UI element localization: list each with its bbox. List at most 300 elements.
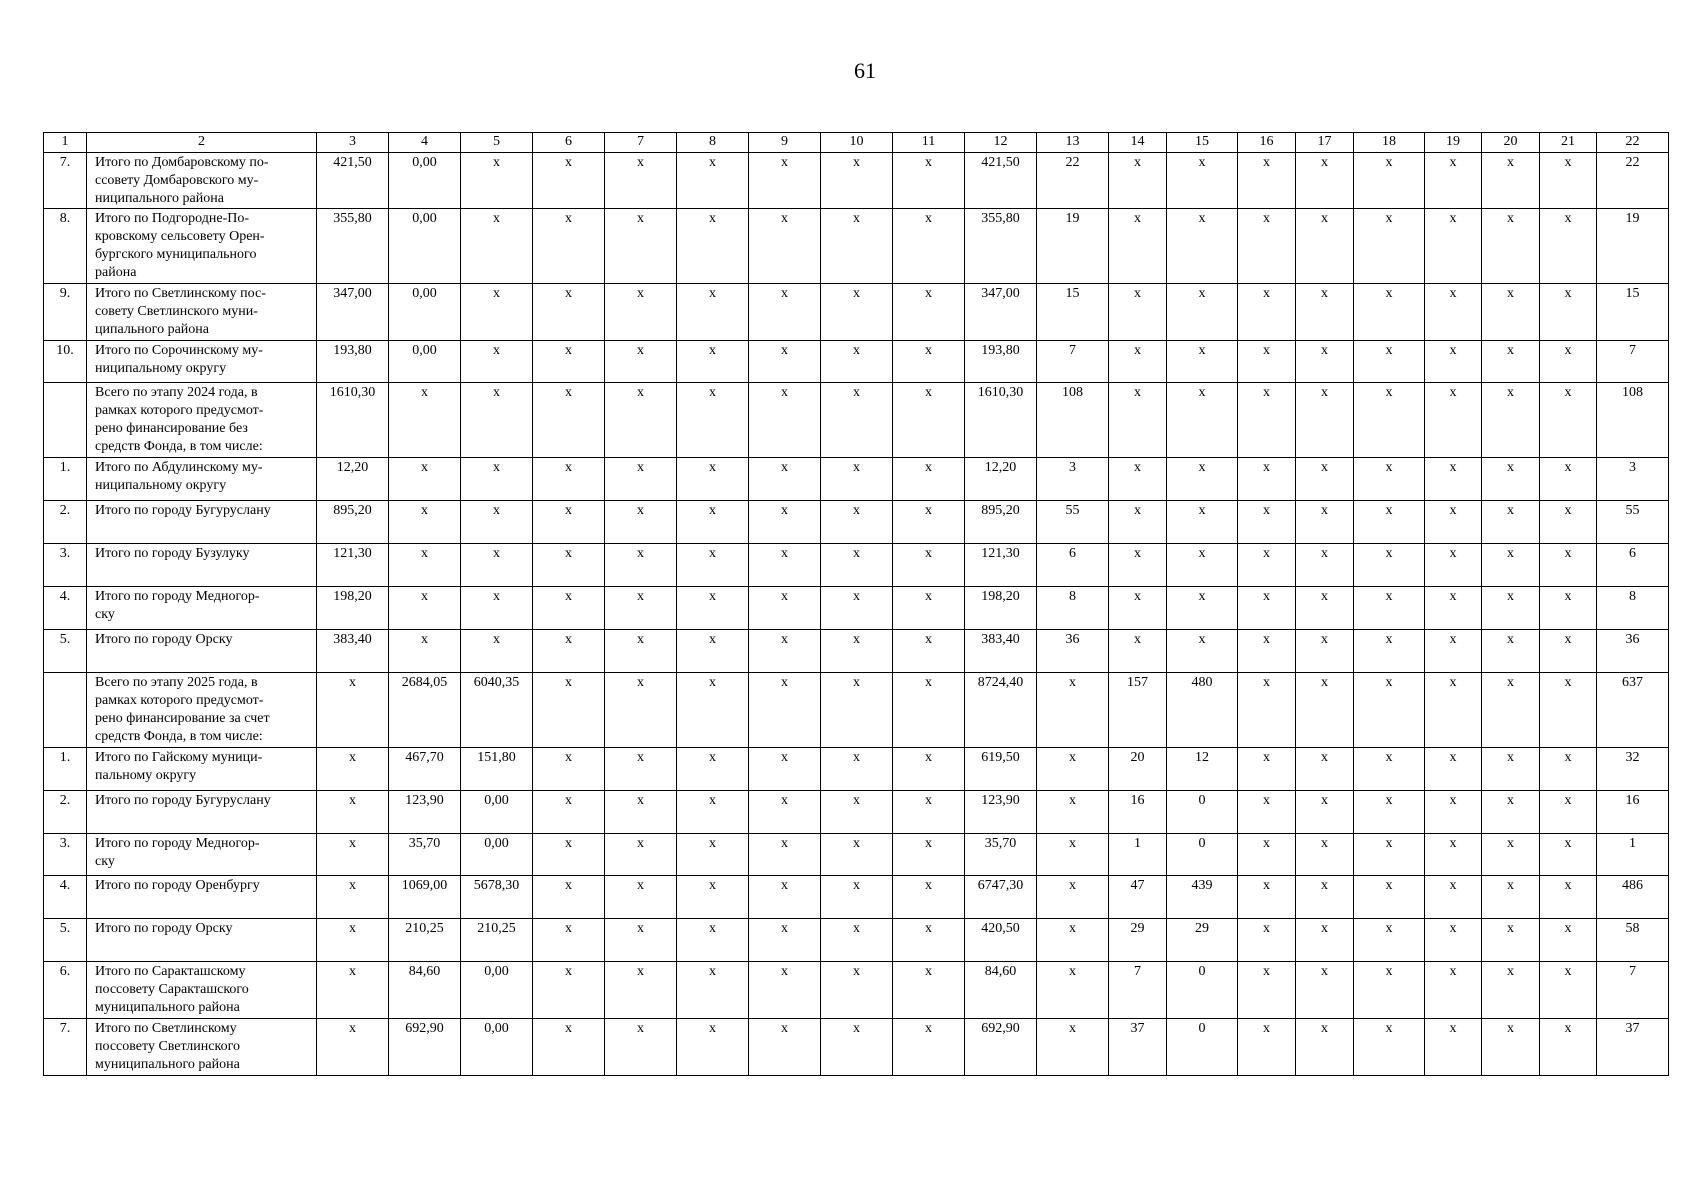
column-number-cell: 12	[965, 133, 1037, 153]
value-cell: x	[317, 834, 389, 876]
value-cell: x	[1482, 501, 1540, 544]
value-cell: 12	[1167, 748, 1238, 791]
value-cell: x	[1238, 630, 1296, 673]
value-cell: x	[533, 153, 605, 209]
column-number-cell: 17	[1296, 133, 1354, 153]
value-cell: x	[677, 1019, 749, 1076]
value-cell: x	[605, 284, 677, 341]
value-cell: x	[605, 919, 677, 962]
value-cell: 0	[1167, 791, 1238, 834]
value-cell: x	[1425, 383, 1482, 458]
value-cell: x	[605, 501, 677, 544]
value-cell: x	[1425, 341, 1482, 383]
value-cell: 29	[1109, 919, 1167, 962]
table-row	[44, 341, 1669, 383]
value-cell: x	[1296, 458, 1354, 501]
value-cell: x	[1296, 383, 1354, 458]
header-row	[44, 133, 1669, 153]
value-cell: x	[1482, 834, 1540, 876]
value-cell: x	[1167, 209, 1238, 284]
row-label-cell: Итого по Гайскому муници- пальному округу	[87, 748, 317, 791]
row-label-cell: Итого по Абдулинскому му- ниципальному округу	[87, 458, 317, 501]
column-number-cell: 22	[1597, 133, 1669, 153]
value-cell: x	[1354, 630, 1425, 673]
value-cell: x	[821, 876, 893, 919]
value-cell: 6	[1597, 544, 1669, 587]
row-index-cell	[44, 673, 87, 748]
value-cell: 22	[1037, 153, 1109, 209]
value-cell: 84,60	[389, 962, 461, 1019]
value-cell: x	[1354, 458, 1425, 501]
value-cell: 355,80	[965, 209, 1037, 284]
value-cell: x	[1354, 919, 1425, 962]
column-number-cell: 8	[677, 133, 749, 153]
value-cell: x	[1482, 748, 1540, 791]
value-cell: x	[533, 630, 605, 673]
row-label-cell: Итого по городу Орску	[87, 919, 317, 962]
value-cell: 2684,05	[389, 673, 461, 748]
value-cell: x	[389, 544, 461, 587]
value-cell: x	[1482, 458, 1540, 501]
table-row	[44, 962, 1669, 1019]
value-cell: 421,50	[965, 153, 1037, 209]
value-cell: x	[821, 748, 893, 791]
value-cell: x	[749, 587, 821, 630]
value-cell: x	[461, 587, 533, 630]
value-cell: x	[821, 1019, 893, 1076]
value-cell: 6747,30	[965, 876, 1037, 919]
table-body	[44, 133, 1669, 1076]
value-cell: 20	[1109, 748, 1167, 791]
value-cell: x	[677, 544, 749, 587]
value-cell: 0,00	[461, 962, 533, 1019]
value-cell: x	[1540, 791, 1597, 834]
value-cell: x	[1482, 209, 1540, 284]
value-cell: x	[893, 919, 965, 962]
column-number-cell: 14	[1109, 133, 1167, 153]
value-cell: x	[1238, 341, 1296, 383]
table-row	[44, 673, 1669, 748]
value-cell: 35,70	[965, 834, 1037, 876]
value-cell: 35,70	[389, 834, 461, 876]
value-cell: x	[1238, 383, 1296, 458]
value-cell: x	[605, 962, 677, 1019]
value-cell: 0,00	[461, 791, 533, 834]
value-cell: 36	[1597, 630, 1669, 673]
value-cell: 1610,30	[317, 383, 389, 458]
value-cell: x	[893, 834, 965, 876]
column-number-cell: 6	[533, 133, 605, 153]
value-cell: 1	[1109, 834, 1167, 876]
value-cell: x	[533, 458, 605, 501]
row-label-cell: Итого по городу Медногор- ску	[87, 587, 317, 630]
value-cell: x	[1167, 587, 1238, 630]
value-cell: x	[1296, 153, 1354, 209]
value-cell: x	[1167, 458, 1238, 501]
value-cell: x	[1482, 791, 1540, 834]
value-cell: x	[1354, 876, 1425, 919]
value-cell: 16	[1597, 791, 1669, 834]
value-cell: x	[1354, 834, 1425, 876]
value-cell: x	[893, 544, 965, 587]
value-cell: 383,40	[317, 630, 389, 673]
value-cell: 58	[1597, 919, 1669, 962]
value-cell: x	[1425, 630, 1482, 673]
value-cell: x	[1238, 458, 1296, 501]
value-cell: 210,25	[389, 919, 461, 962]
value-cell: x	[1109, 341, 1167, 383]
value-cell: x	[677, 153, 749, 209]
row-label-cell: Всего по этапу 2025 года, в рамках которого предусмот- рено финансирование за счет средств Фонда, в том числе:	[87, 673, 317, 748]
row-label-cell: Итого по Сорочинскому му- ниципальному округу	[87, 341, 317, 383]
value-cell: x	[677, 341, 749, 383]
value-cell: x	[605, 673, 677, 748]
value-cell: x	[1037, 919, 1109, 962]
value-cell: x	[1296, 834, 1354, 876]
column-number-cell: 4	[389, 133, 461, 153]
value-cell: x	[1167, 284, 1238, 341]
value-cell: 383,40	[965, 630, 1037, 673]
value-cell: x	[893, 209, 965, 284]
value-cell: 55	[1597, 501, 1669, 544]
value-cell: 439	[1167, 876, 1238, 919]
value-cell: 480	[1167, 673, 1238, 748]
value-cell: x	[1296, 284, 1354, 341]
value-cell: x	[821, 284, 893, 341]
value-cell: x	[1425, 501, 1482, 544]
value-cell: x	[1296, 876, 1354, 919]
value-cell: x	[461, 544, 533, 587]
value-cell: x	[1540, 341, 1597, 383]
value-cell: 123,90	[389, 791, 461, 834]
value-cell: 8	[1597, 587, 1669, 630]
row-index-cell: 4.	[44, 587, 87, 630]
value-cell: x	[821, 544, 893, 587]
value-cell: x	[821, 587, 893, 630]
value-cell: 47	[1109, 876, 1167, 919]
row-index-cell: 2.	[44, 791, 87, 834]
value-cell: 36	[1037, 630, 1109, 673]
value-cell: x	[1540, 587, 1597, 630]
value-cell: x	[389, 383, 461, 458]
value-cell: 151,80	[461, 748, 533, 791]
column-number-cell: 13	[1037, 133, 1109, 153]
value-cell: 121,30	[965, 544, 1037, 587]
value-cell: 7	[1597, 962, 1669, 1019]
value-cell: x	[749, 383, 821, 458]
value-cell: x	[1296, 1019, 1354, 1076]
value-cell: 895,20	[965, 501, 1037, 544]
value-cell: x	[1167, 544, 1238, 587]
value-cell: x	[1425, 834, 1482, 876]
column-number-cell: 2	[87, 133, 317, 153]
value-cell: x	[1354, 748, 1425, 791]
table-row	[44, 834, 1669, 876]
row-index-cell: 5.	[44, 919, 87, 962]
value-cell: 355,80	[317, 209, 389, 284]
row-index-cell: 10.	[44, 341, 87, 383]
value-cell: 420,50	[965, 919, 1037, 962]
value-cell: x	[461, 209, 533, 284]
value-cell: x	[677, 284, 749, 341]
value-cell: x	[1109, 153, 1167, 209]
value-cell: x	[1540, 458, 1597, 501]
value-cell: x	[1540, 630, 1597, 673]
value-cell: x	[1238, 962, 1296, 1019]
value-cell: x	[605, 876, 677, 919]
column-number-cell: 20	[1482, 133, 1540, 153]
value-cell: 895,20	[317, 501, 389, 544]
value-cell: x	[677, 587, 749, 630]
value-cell: x	[1425, 209, 1482, 284]
value-cell: x	[749, 673, 821, 748]
value-cell: x	[749, 209, 821, 284]
value-cell: x	[1296, 962, 1354, 1019]
value-cell: 121,30	[317, 544, 389, 587]
value-cell: x	[1354, 962, 1425, 1019]
value-cell: x	[533, 962, 605, 1019]
value-cell: x	[533, 587, 605, 630]
value-cell: 486	[1597, 876, 1669, 919]
value-cell: x	[1109, 458, 1167, 501]
value-cell: x	[1238, 919, 1296, 962]
value-cell: x	[1425, 544, 1482, 587]
value-cell: x	[389, 458, 461, 501]
value-cell: 0,00	[389, 153, 461, 209]
value-cell: x	[1238, 284, 1296, 341]
value-cell: 55	[1037, 501, 1109, 544]
value-cell: 692,90	[965, 1019, 1037, 1076]
value-cell: x	[389, 587, 461, 630]
value-cell: 7	[1109, 962, 1167, 1019]
value-cell: x	[605, 791, 677, 834]
value-cell: x	[677, 919, 749, 962]
value-cell: x	[677, 791, 749, 834]
row-label-cell: Итого по Подгородне-По- кровскому сельсовету Орен- бургского муниципального района	[87, 209, 317, 284]
value-cell: x	[893, 587, 965, 630]
value-cell: x	[461, 284, 533, 341]
value-cell: x	[749, 630, 821, 673]
table-row	[44, 1019, 1669, 1076]
value-cell: x	[893, 876, 965, 919]
value-cell: x	[1238, 876, 1296, 919]
value-cell: x	[1167, 501, 1238, 544]
value-cell: x	[533, 341, 605, 383]
value-cell: x	[1482, 341, 1540, 383]
row-index-cell: 3.	[44, 834, 87, 876]
value-cell: x	[1540, 834, 1597, 876]
value-cell: x	[1540, 673, 1597, 748]
column-number-cell: 9	[749, 133, 821, 153]
value-cell: x	[749, 501, 821, 544]
value-cell: 1	[1597, 834, 1669, 876]
value-cell: x	[677, 630, 749, 673]
value-cell: x	[1540, 544, 1597, 587]
value-cell: 198,20	[965, 587, 1037, 630]
table-row	[44, 501, 1669, 544]
value-cell: x	[1354, 153, 1425, 209]
value-cell: x	[317, 919, 389, 962]
value-cell: x	[1540, 876, 1597, 919]
value-cell: 619,50	[965, 748, 1037, 791]
value-cell: x	[605, 587, 677, 630]
value-cell: 108	[1037, 383, 1109, 458]
value-cell: x	[893, 383, 965, 458]
value-cell: x	[1296, 544, 1354, 587]
value-cell: x	[749, 284, 821, 341]
value-cell: x	[533, 544, 605, 587]
value-cell: x	[1482, 544, 1540, 587]
value-cell: 193,80	[317, 341, 389, 383]
value-cell: x	[317, 876, 389, 919]
row-index-cell: 7.	[44, 1019, 87, 1076]
value-cell: x	[749, 341, 821, 383]
value-cell: x	[1354, 673, 1425, 748]
value-cell: x	[1540, 919, 1597, 962]
value-cell: x	[677, 458, 749, 501]
value-cell: x	[1296, 748, 1354, 791]
value-cell: 1610,30	[965, 383, 1037, 458]
value-cell: x	[1540, 748, 1597, 791]
value-cell: x	[1238, 209, 1296, 284]
value-cell: x	[533, 834, 605, 876]
value-cell: x	[1037, 748, 1109, 791]
value-cell: x	[1037, 876, 1109, 919]
value-cell: 6040,35	[461, 673, 533, 748]
value-cell: x	[1540, 284, 1597, 341]
table-row	[44, 587, 1669, 630]
column-number-cell: 21	[1540, 133, 1597, 153]
value-cell: 15	[1597, 284, 1669, 341]
value-cell: x	[1354, 383, 1425, 458]
value-cell: x	[533, 501, 605, 544]
column-number-cell: 11	[893, 133, 965, 153]
value-cell: x	[1167, 630, 1238, 673]
value-cell: x	[1296, 919, 1354, 962]
value-cell: x	[821, 501, 893, 544]
value-cell: x	[893, 673, 965, 748]
value-cell: x	[677, 748, 749, 791]
table-row	[44, 153, 1669, 209]
row-index-cell: 1.	[44, 748, 87, 791]
row-label-cell: Всего по этапу 2024 года, в рамках которого предусмот- рено финансирование без средств Фонда, в том числе:	[87, 383, 317, 458]
value-cell: x	[1296, 673, 1354, 748]
value-cell: x	[821, 791, 893, 834]
value-cell: 7	[1037, 341, 1109, 383]
value-cell: 3	[1037, 458, 1109, 501]
value-cell: x	[605, 1019, 677, 1076]
value-cell: x	[1425, 748, 1482, 791]
value-cell: x	[533, 1019, 605, 1076]
value-cell: x	[1238, 673, 1296, 748]
value-cell: x	[749, 153, 821, 209]
table-row	[44, 383, 1669, 458]
value-cell: 29	[1167, 919, 1238, 962]
value-cell: x	[677, 834, 749, 876]
row-index-cell: 5.	[44, 630, 87, 673]
row-label-cell: Итого по городу Бугуруслану	[87, 501, 317, 544]
row-label-cell: Итого по Саракташскому поссовету Саракташского муниципального района	[87, 962, 317, 1019]
value-cell: 637	[1597, 673, 1669, 748]
value-cell: 6	[1037, 544, 1109, 587]
table-row	[44, 209, 1669, 284]
value-cell: x	[533, 876, 605, 919]
value-cell: x	[1354, 544, 1425, 587]
row-index-cell: 1.	[44, 458, 87, 501]
value-cell: x	[1354, 1019, 1425, 1076]
value-cell: x	[1425, 919, 1482, 962]
value-cell: x	[1296, 630, 1354, 673]
value-cell: 32	[1597, 748, 1669, 791]
table-row	[44, 876, 1669, 919]
value-cell: x	[461, 153, 533, 209]
value-cell: 5678,30	[461, 876, 533, 919]
value-cell: 84,60	[965, 962, 1037, 1019]
value-cell: x	[749, 748, 821, 791]
value-cell: x	[1540, 209, 1597, 284]
value-cell: x	[605, 834, 677, 876]
value-cell: x	[1037, 791, 1109, 834]
value-cell: x	[1482, 630, 1540, 673]
value-cell: x	[1167, 383, 1238, 458]
value-cell: x	[1540, 1019, 1597, 1076]
value-cell: x	[1482, 673, 1540, 748]
value-cell: 8	[1037, 587, 1109, 630]
value-cell: x	[821, 209, 893, 284]
row-label-cell: Итого по Светлинскому пос- совету Светлинского муни- ципального района	[87, 284, 317, 341]
row-index-cell: 6.	[44, 962, 87, 1019]
value-cell: x	[1425, 153, 1482, 209]
value-cell: x	[821, 153, 893, 209]
row-label-cell: Итого по городу Медногор- ску	[87, 834, 317, 876]
value-cell: 7	[1597, 341, 1669, 383]
value-cell: x	[1238, 1019, 1296, 1076]
value-cell: x	[821, 919, 893, 962]
value-cell: x	[461, 630, 533, 673]
value-cell: x	[749, 962, 821, 1019]
value-cell: x	[1109, 383, 1167, 458]
value-cell: x	[1425, 587, 1482, 630]
value-cell: 22	[1597, 153, 1669, 209]
value-cell: x	[749, 876, 821, 919]
value-cell: x	[1037, 834, 1109, 876]
value-cell: x	[1482, 153, 1540, 209]
row-label-cell: Итого по городу Бугуруслану	[87, 791, 317, 834]
value-cell: 692,90	[389, 1019, 461, 1076]
value-cell: 0	[1167, 834, 1238, 876]
value-cell: x	[1296, 209, 1354, 284]
value-cell: x	[893, 458, 965, 501]
value-cell: 467,70	[389, 748, 461, 791]
value-cell: x	[749, 544, 821, 587]
value-cell: x	[605, 341, 677, 383]
value-cell: x	[461, 458, 533, 501]
value-cell: x	[893, 341, 965, 383]
value-cell: x	[1296, 791, 1354, 834]
value-cell: x	[821, 673, 893, 748]
value-cell: x	[605, 209, 677, 284]
row-index-cell: 7.	[44, 153, 87, 209]
value-cell: x	[1109, 587, 1167, 630]
value-cell: x	[389, 501, 461, 544]
value-cell: x	[1238, 544, 1296, 587]
row-index-cell: 8.	[44, 209, 87, 284]
value-cell: x	[1540, 153, 1597, 209]
row-index-cell: 9.	[44, 284, 87, 341]
table-row	[44, 791, 1669, 834]
value-cell: x	[1238, 791, 1296, 834]
value-cell: x	[533, 791, 605, 834]
